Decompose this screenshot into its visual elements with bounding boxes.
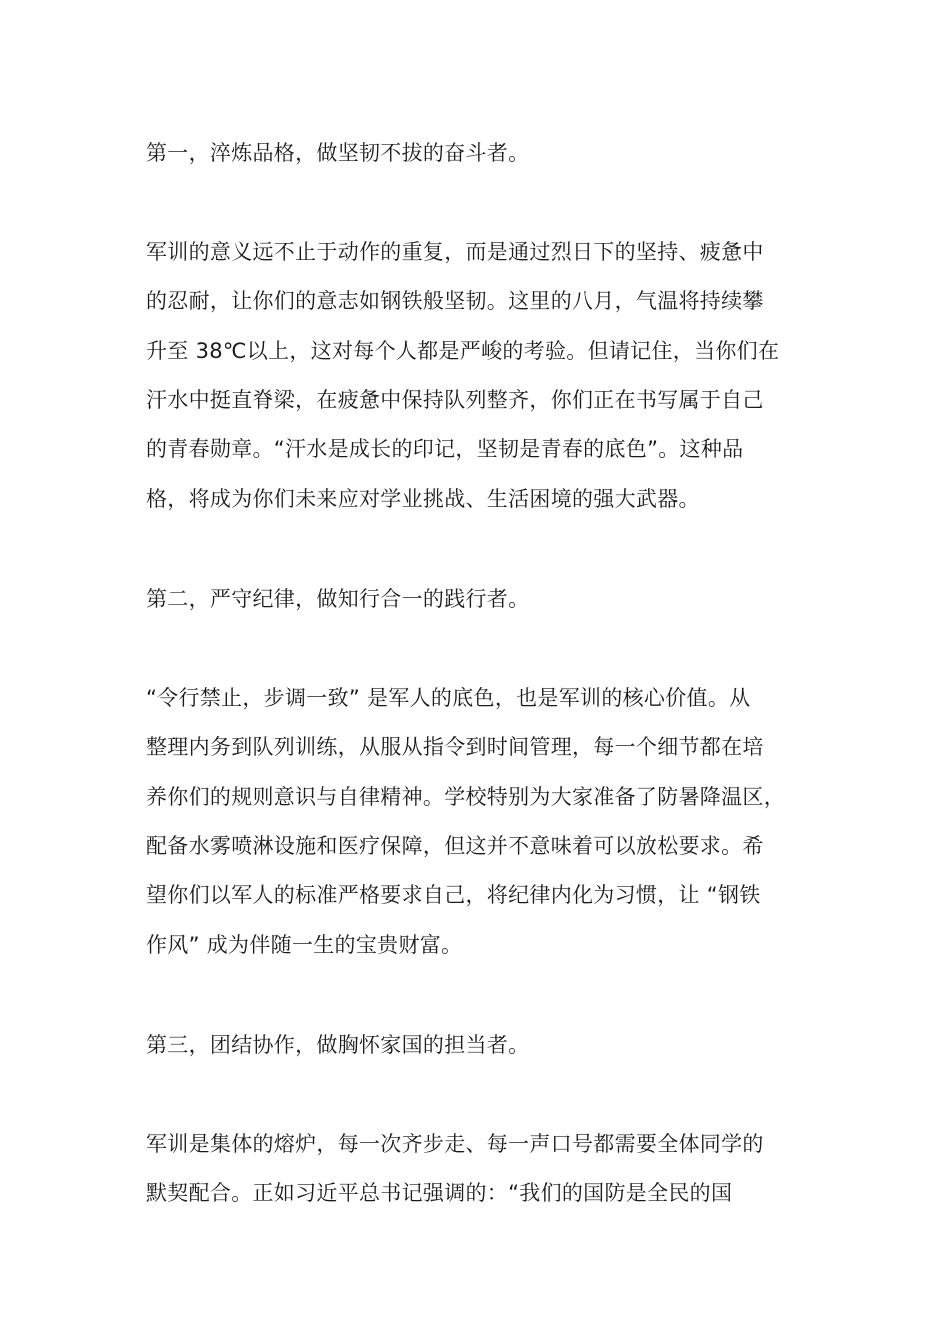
paragraph-1-line-4: 汗水中挺直脊梁，在疲惫中保持队列整齐，你们正在书写属于自己 <box>146 388 764 412</box>
paragraph-2-line-4: 配备水雾喷淋设施和医疗保障，但这并不意味着可以放松要求。希 <box>146 834 764 858</box>
paragraph-1-line-5: 的青春勋章。“汗水是成长的印记，坚韧是青春的底色”。这种品 <box>146 437 744 461</box>
paragraph-2-line-1: “令行禁止，步调一致” 是军人的底色，也是军训的核心价值。从 <box>146 686 751 710</box>
paragraph-3-line-1: 军训是集体的熔炉，每一次齐步走、每一声口号都需要全体同学的 <box>146 1132 764 1156</box>
paragraph-2-line-5: 望你们以军人的标准严格要求自己，将纪律内化为习惯，让 “钢铁 <box>146 883 761 907</box>
paragraph-3-line-2: 默契配合。正如习近平总书记强调的：“我们的国防是全民的国 <box>146 1181 733 1205</box>
paragraph-2-line-2: 整理内务到队列训练，从服从指令到时间管理，每一个细节都在培 <box>146 735 764 759</box>
paragraph-1-line-6: 格，将成为你们未来应对学业挑战、生活困境的强大武器。 <box>146 487 700 511</box>
paragraph-1-line-2: 的忍耐，让你们的意志如钢铁般坚韧。这里的八月，气温将持续攀 <box>146 289 764 313</box>
section-heading-2: 第二，严守纪律，做知行合一的践行者。 <box>146 587 530 611</box>
paragraph-1-line-1: 军训的意义远不止于动作的重复，而是通过烈日下的坚持、疲惫中 <box>146 240 764 264</box>
paragraph-2-line-3: 养你们的规则意识与自律精神。学校特别为大家准备了防暑降温区， <box>146 785 785 809</box>
paragraph-2-line-6: 作风” 成为伴随一生的宝贵财富。 <box>146 933 463 957</box>
section-heading-3: 第三，团结协作，做胸怀家国的担当者。 <box>146 1033 530 1057</box>
section-heading-1: 第一，淬炼品格，做坚韧不拔的奋斗者。 <box>146 141 530 165</box>
paragraph-1-line-3: 升至 38℃以上，这对每个人都是严峻的考验。但请记住，当你们在 <box>146 339 780 363</box>
